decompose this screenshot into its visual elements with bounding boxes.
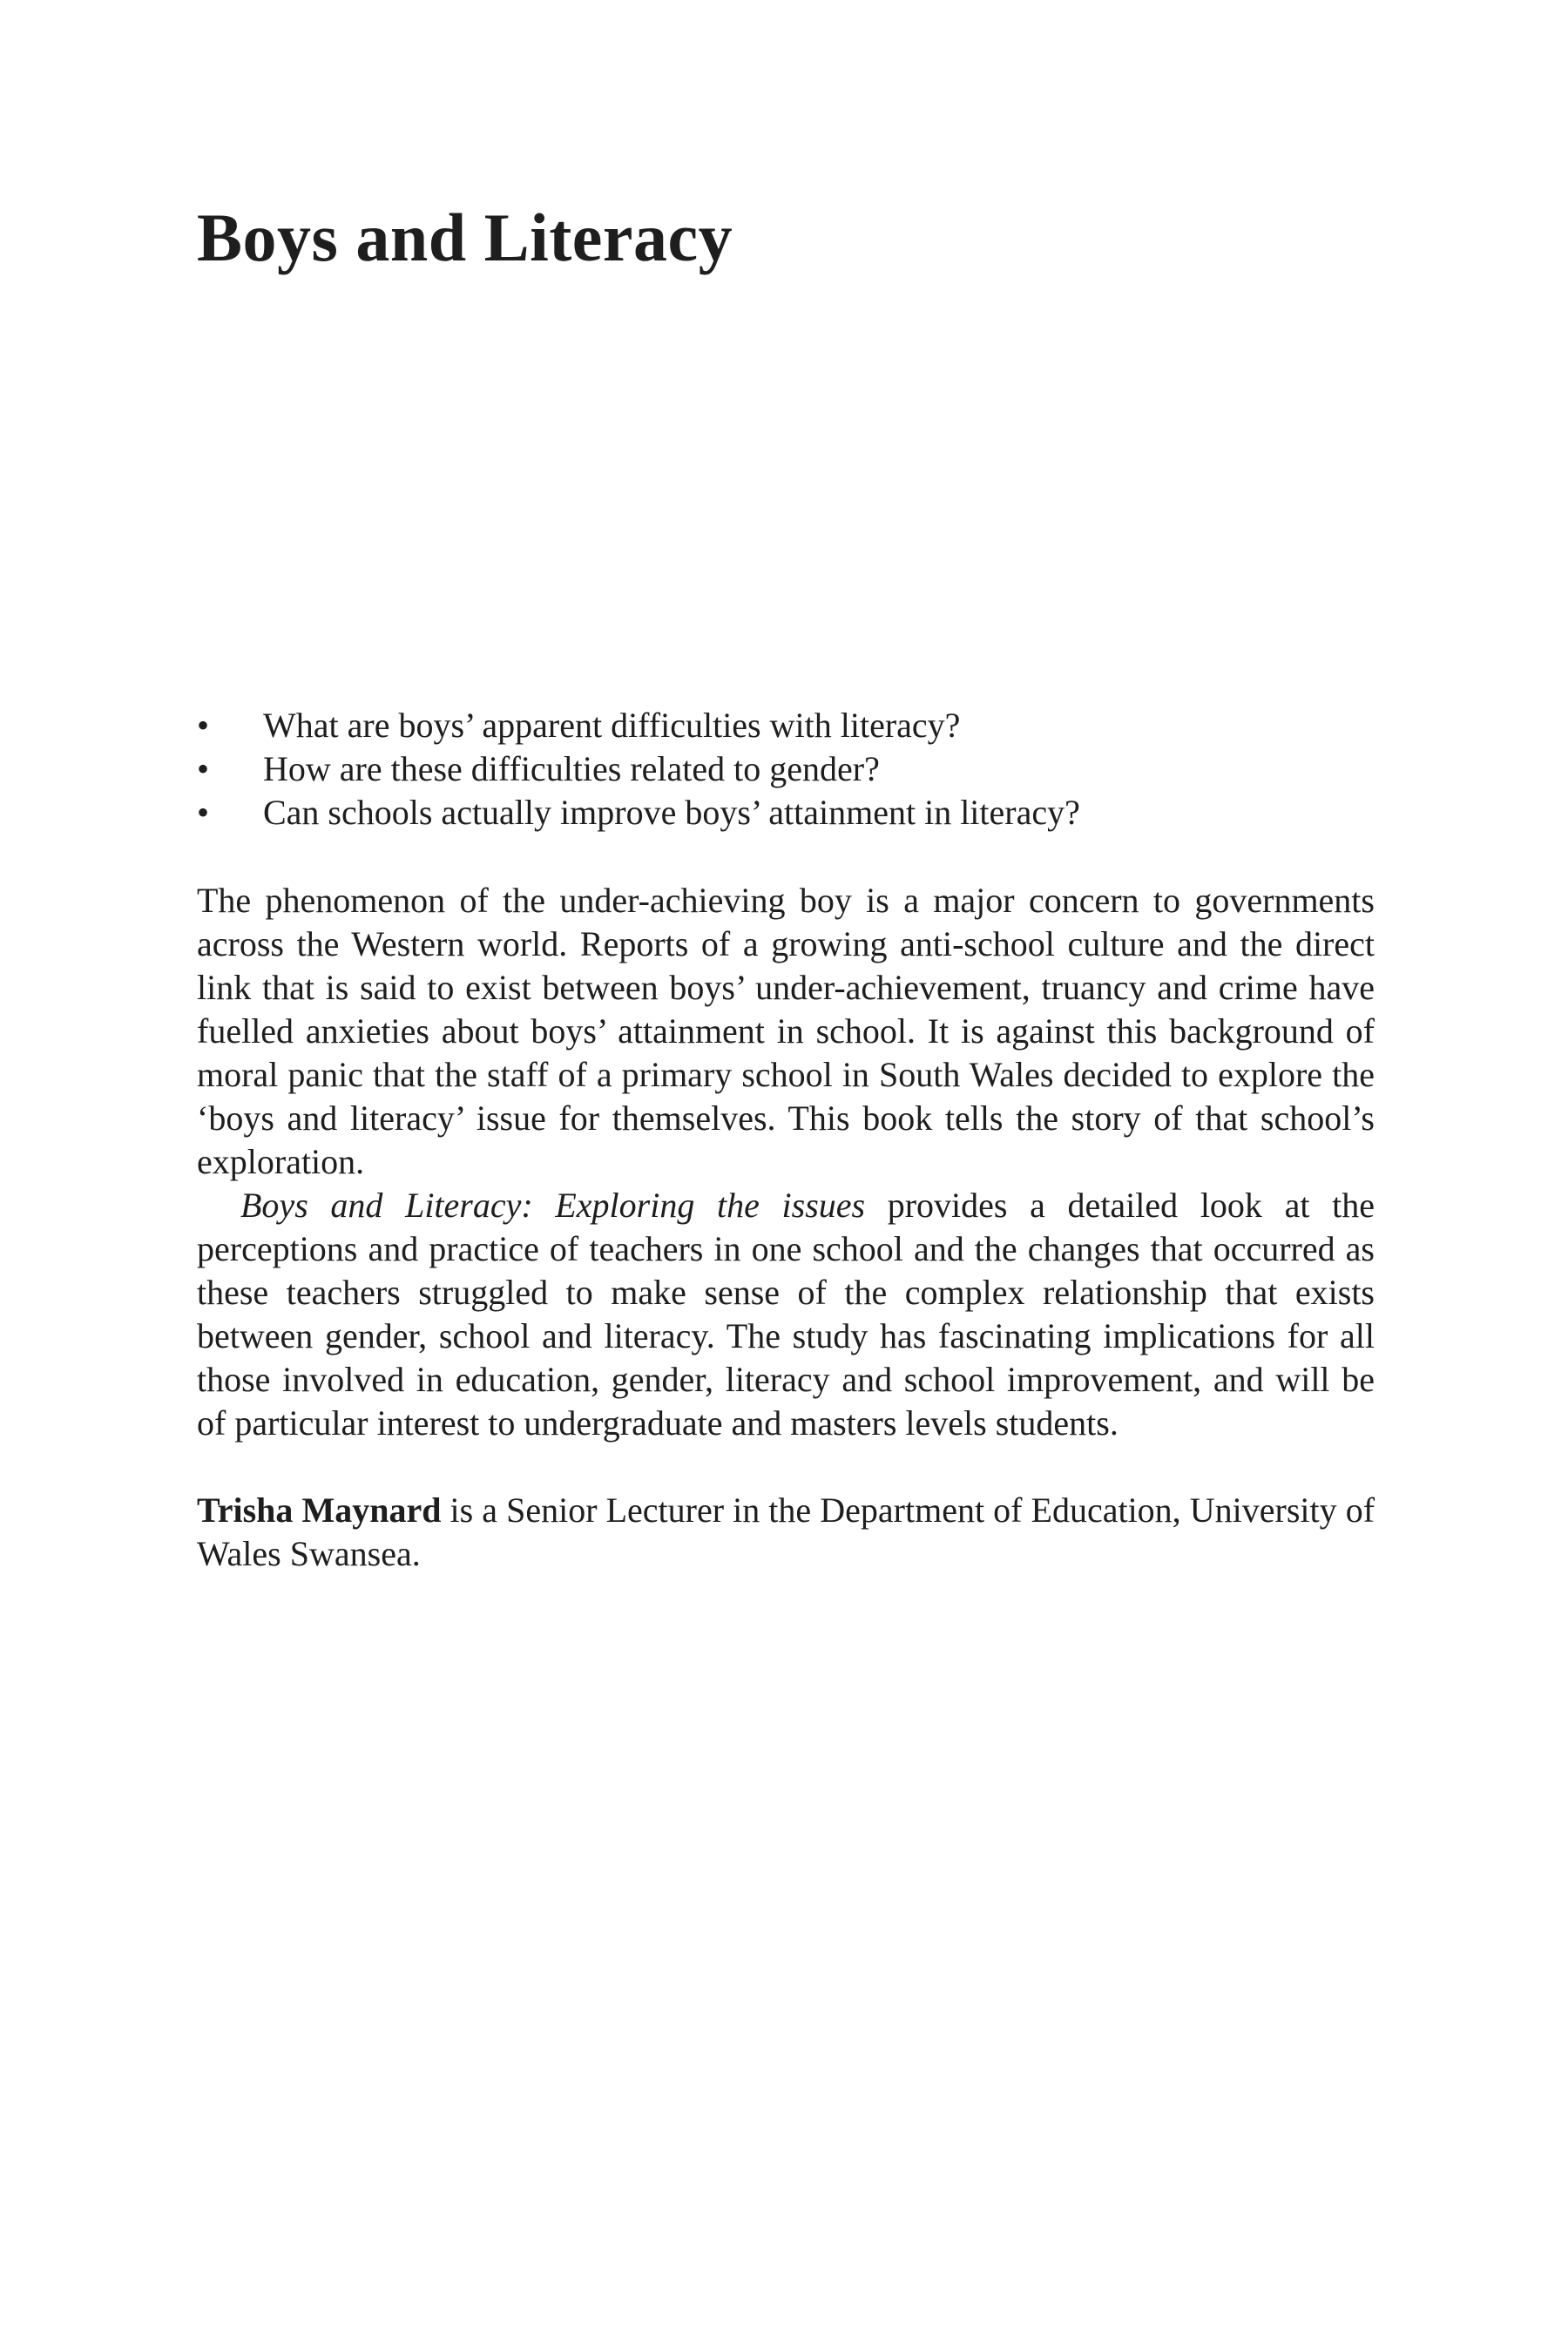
list-item <box>197 791 1375 835</box>
summary-text: provides a detailed look at the perceptions and practice of teachers in one school and the changes that occurred as these teachers struggled to make sense of the complex relationship that exists between gender, school and literacy. The study has fascinating implications for all those involved in education, gender, literacy and school improvement, and will be of particular interest to undergraduate and masters levels students. <box>197 1186 1375 1443</box>
book-title-heading: Boys and Literacy <box>197 199 733 275</box>
author-name: Trisha Maynard <box>197 1490 442 1530</box>
bullet-icon: • <box>197 749 210 788</box>
intro-paragraph: The phenomenon of the under-achieving boy is a major concern to governments across the Western world. Reports of a growing anti-school culture and the direct link that is said to exist between boys’ under-achievement, truancy and crime have fuelled anxieties about boys’ attainment in school. It is against this background of moral panic that the staff of a primary school in South Wales decided to explore the ‘boys and literacy’ issue for themselves. This book tells the story of that school’s exploration. <box>197 881 1375 1181</box>
description-block <box>197 879 1375 1576</box>
question-text: Can schools actually improve boys’ attainment in literacy? <box>263 793 1080 832</box>
bullet-icon: • <box>197 793 210 832</box>
bullet-icon: • <box>197 706 210 745</box>
book-title-italic: Boys and Literacy: Exploring the issues <box>240 1186 866 1225</box>
question-list <box>197 704 1375 835</box>
list-item <box>197 704 1375 747</box>
list-item <box>197 747 1375 791</box>
question-text: How are these difficulties related to gender? <box>263 749 880 788</box>
author-bio-paragraph <box>197 1489 1375 1576</box>
question-text: What are boys’ apparent difficulties with literacy? <box>263 706 961 745</box>
summary-paragraph <box>197 1184 1375 1445</box>
author-bio-text: is a Senior Lecturer in the Department of Education, University of Wales Swansea. <box>197 1490 1375 1573</box>
